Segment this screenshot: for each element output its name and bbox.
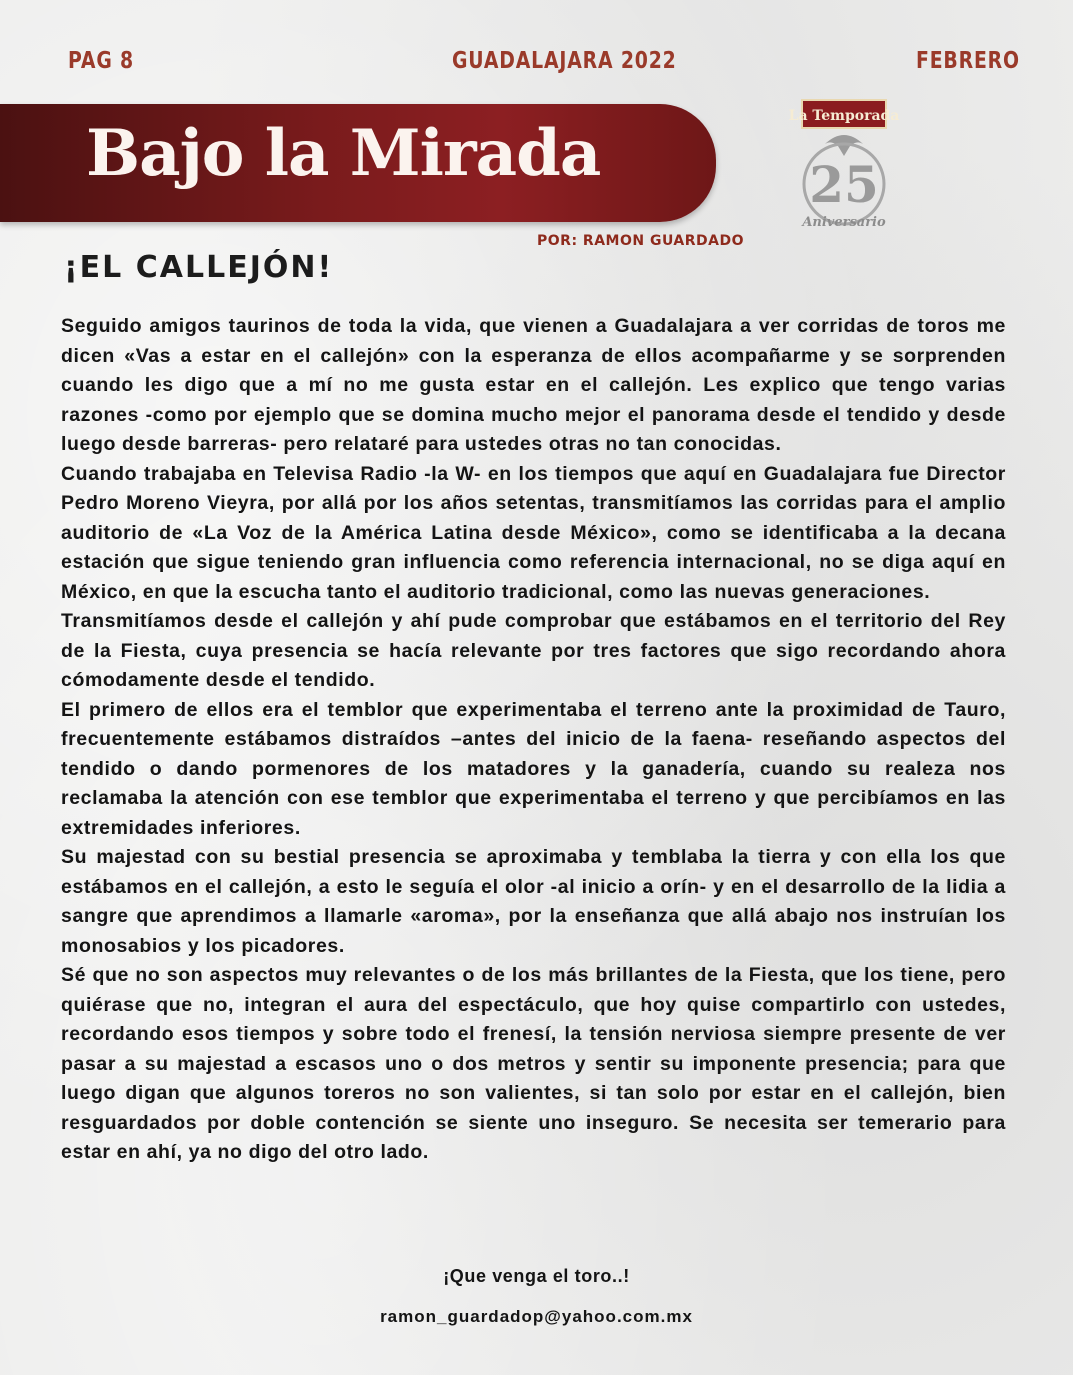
logo-brand-text: La Temporada bbox=[788, 108, 900, 124]
month-label: FEBRERO bbox=[916, 48, 1020, 74]
article-paragraph: Seguido amigos taurinos de toda la vida, que vienen a Guadalajara a ver corridas de toros me dicen «Vas a estar en el callejón» con la esperanza de ellos acompañarme y se sorprenden cuando les digo que a mí no me gusta estar en el callejón. Les explico que tengo varias razones -como por ejemplo que se domina mucho mejor el panorama desde el tendido y desde luego desde barreras- pero relataré para ustedes otras no tan conocidas. bbox=[61, 315, 1006, 455]
article-paragraph: El primero de ellos era el temblor que experimentaba el terreno ante la proximidad de Tauro, frecuentemente estábamos distraídos –antes del inicio de la faena- reseñando aspectos del tendido o dando pormenores de los matadores y la ganadería, cuando su realeza nos reclamaba la atención con ese temblor que experimentaba el terreno y que percibíamos en las extremidades inferiores. bbox=[61, 698, 1006, 839]
article-paragraph: Cuando trabajaba en Televisa Radio -la W- en los tiempos que aquí en Guadalajara fue Director Pedro Moreno Vieyra, por allá por los años setentas, transmitíamos las corridas para el amplio auditorio de «La Voz de la América Latina desde México», como se identificaba a la decana estación que sigue teniendo gran influencia como referencia internacional, no se diga aquí en México, en que la escucha tanto el auditorio tradicional, como las nuevas generaciones. bbox=[61, 462, 1006, 603]
article-body bbox=[61, 312, 1006, 1168]
closing-slogan: ¡Que venga el toro..! bbox=[443, 1266, 630, 1286]
la-temporada-25-logo bbox=[788, 96, 900, 234]
headline: ¡EL CALLEJÓN! bbox=[64, 250, 334, 285]
author-email[interactable]: ramon_guardadop@yahoo.com.mx bbox=[380, 1307, 693, 1326]
logo-number: 25 bbox=[809, 155, 879, 214]
section-title: Bajo la Mirada bbox=[86, 116, 601, 191]
logo-caption: Aniversario bbox=[802, 215, 886, 230]
page-number: PAG 8 bbox=[68, 48, 134, 74]
article-paragraph: Su majestad con su bestial presencia se aproximaba y temblaba la tierra y con ella los que estábamos en el callejón, a esto le seguía el olor -al inicio a orín- y en el desarrollo de la lidia a sangre que aprendimos a llamarle «aroma», por la enseñanza que allá abajo nos instruían los monosabios y los picadores. bbox=[61, 846, 1006, 957]
edition-label: GUADALAJARA 2022 bbox=[452, 48, 677, 74]
article-paragraph: Transmitíamos desde el callejón y ahí pude comprobar que estábamos en el territorio del Rey de la Fiesta, cuya presencia se hacía relevante por tres factores que sigo recordando ahora cómodamente desde el tendido. bbox=[61, 610, 1006, 691]
byline: POR: RAMON GUARDADO bbox=[537, 233, 744, 249]
article-paragraph: Sé que no son aspectos muy relevantes o de los más brillantes de la Fiesta, que los tiene, pero quiérase que no, integran el aura del espectáculo, que hoy quise compartirlo con ustedes, recordando esos tiempos y sobre todo el frenesí, la tensión nerviosa siempre presente de ver pasar a su majestad a escasos uno o dos metros y sentir su imponente presencia; para que luego digan que algunos toreros no son valientes, si tan solo por estar en el callejón, bien resguardados por doble contención se siente uno inseguro. Se necesita ser temerario para estar en ahí, ya no digo del otro lado. bbox=[61, 964, 1006, 1163]
